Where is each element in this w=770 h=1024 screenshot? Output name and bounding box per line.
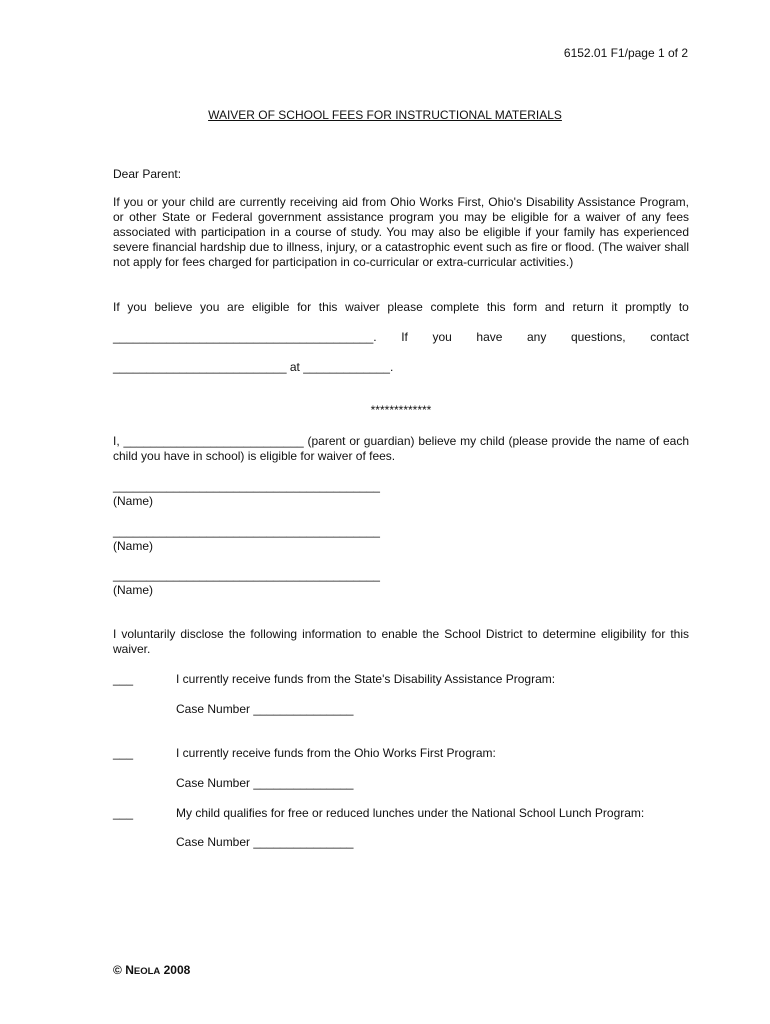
option-checkbox-2[interactable]: ___ xyxy=(113,746,134,760)
word: this xyxy=(318,300,338,314)
name-label: (Name) xyxy=(113,583,154,597)
word: believe xyxy=(154,300,193,314)
word: for xyxy=(297,300,312,314)
word: return xyxy=(572,300,604,314)
word: eligible xyxy=(252,300,290,314)
word: to xyxy=(678,300,689,314)
name-field-3[interactable] xyxy=(113,568,689,598)
word: you xyxy=(200,300,220,314)
name-label: (Name) xyxy=(113,539,154,553)
form-title xyxy=(0,108,770,123)
disclosure-paragraph: I voluntarily disclose the following information to enable the School District to determine eligibility for this waiver. xyxy=(113,627,689,656)
case-number-field-2[interactable]: Case Number _______________ xyxy=(176,776,354,790)
word: promptly xyxy=(625,300,672,314)
copyright-year: 2008 xyxy=(163,963,191,977)
option-text-1: I currently receive funds from the State's Disability Assistance Program: xyxy=(176,672,556,686)
word: form xyxy=(513,300,538,314)
contact-field-line[interactable]: __________________________ at _____________. xyxy=(113,360,394,374)
word: and xyxy=(544,300,565,314)
word: If xyxy=(401,330,408,344)
name-line[interactable]: ________________________________________ xyxy=(113,568,380,582)
name-field-2[interactable] xyxy=(113,524,689,554)
word: you xyxy=(127,300,147,314)
case-number-field-3[interactable]: Case Number _______________ xyxy=(176,835,354,849)
name-line[interactable]: ________________________________________ xyxy=(113,479,380,493)
name-field-1[interactable] xyxy=(113,479,689,509)
word: are xyxy=(227,300,245,314)
option-checkbox-3[interactable]: ___ xyxy=(113,806,134,820)
salutation: Dear Parent: xyxy=(113,167,182,181)
copyright-symbol: © xyxy=(113,963,122,977)
word: waiver xyxy=(345,300,380,314)
return-instruction-line xyxy=(113,300,689,315)
option-text-3: My child qualifies for free or reduced lunches under the National School Lunch Program: xyxy=(176,806,645,820)
page-reference: 6152.01 F1/page 1 of 2 xyxy=(563,46,688,60)
option-text-2: I currently receive funds from the Ohio Works First Program: xyxy=(176,746,496,760)
word: any xyxy=(527,330,547,344)
word: this xyxy=(486,300,506,314)
brand-initial: N xyxy=(125,963,134,977)
option-checkbox-1[interactable]: ___ xyxy=(113,672,134,686)
name-label: (Name) xyxy=(113,494,154,508)
return-blank-line xyxy=(113,330,689,345)
copyright-footer xyxy=(113,963,190,979)
word: it xyxy=(611,300,618,314)
case-number-field-1[interactable]: Case Number _______________ xyxy=(176,702,354,716)
separator: ************* xyxy=(370,403,432,417)
word: contact xyxy=(650,330,689,344)
word: have xyxy=(476,330,503,344)
brand-rest: EOLA xyxy=(133,966,161,977)
word: If xyxy=(113,300,120,314)
return-to-field[interactable]: _______________________________________. xyxy=(113,330,377,344)
word: please xyxy=(387,300,423,314)
declaration-paragraph[interactable]: I, ___________________________ (parent or guardian) believe my child (please provide the name of each child you have in school) is eligible for waiver of fees. xyxy=(113,434,689,463)
word: questions, xyxy=(570,330,626,344)
intro-paragraph: If you or your child are currently receiving aid from Ohio Works First, Ohio's Disability Assistance Program, or other State or Federal government assistance program you may be eligible for a waiver of any fees associated with participation in a course of study. You may also be eligible if your family has experienced severe financial hardship due to illness, injury, or a catastrophic event such as fire or flood. (The waiver shall not apply for fees charged for participation in co-curricular or extra-curricular activities.) xyxy=(113,195,689,269)
name-line[interactable]: ________________________________________ xyxy=(113,524,380,538)
word: you xyxy=(432,330,452,344)
form-title-text: WAIVER OF SCHOOL FEES FOR INSTRUCTIONAL MATERIALS xyxy=(208,108,562,122)
word: complete xyxy=(430,300,480,314)
